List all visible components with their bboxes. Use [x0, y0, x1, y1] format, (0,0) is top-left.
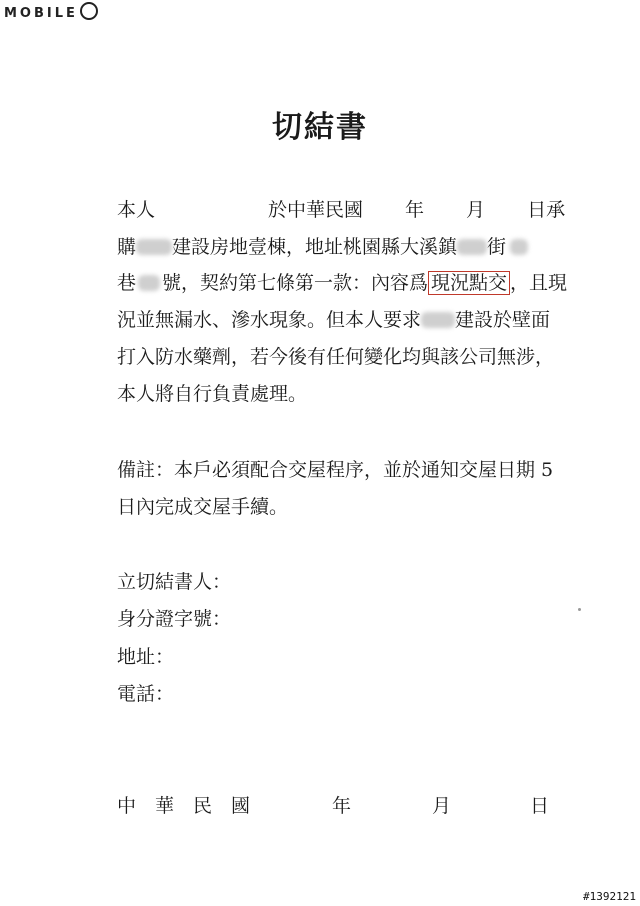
- body-text: 況並無漏水、滲水現象。但本人要求: [117, 309, 422, 331]
- date-era-label: 中 華 民 國: [117, 795, 251, 817]
- body-text: 於中華民國: [268, 199, 364, 221]
- date-year-label: 年: [332, 795, 352, 817]
- body-line-3: [117, 268, 567, 295]
- watermark-text: MOBILE: [4, 6, 78, 21]
- body-text: 年: [405, 199, 425, 221]
- body-text: 建設房地壹棟，地址桃園縣大溪鎮: [172, 236, 458, 258]
- body-line-5: 打入防水藥劑，若今後有任何變化均與該公司無涉，: [117, 346, 555, 368]
- address-label: 地址：: [117, 646, 175, 668]
- body-line-1: [117, 195, 565, 222]
- body-text: 號，契約第七條第一款：內容爲: [162, 272, 429, 294]
- watermark-logo-icon: [80, 2, 98, 20]
- highlighted-clause: 現況點交: [428, 271, 510, 295]
- note-line-1: 備註：本戶必須配合交屋程序，並於通知交屋日期 5: [117, 459, 554, 481]
- body-text: 建設於壁面: [455, 309, 551, 331]
- site-watermark: [4, 2, 98, 21]
- body-text: 月: [466, 199, 486, 221]
- phone-label: 電話：: [117, 683, 175, 705]
- body-line-6: 本人將自行負責處理。: [117, 383, 308, 405]
- note-line-2: 日內完成交屋手續。: [117, 496, 289, 518]
- id-number-label: 身分證字號：: [117, 608, 232, 630]
- body-line-4: [117, 305, 550, 332]
- body-text: 購: [117, 236, 137, 258]
- body-text: 本人: [117, 199, 156, 221]
- image-id-tag: #1392121: [583, 890, 636, 903]
- body-text: 日承: [527, 199, 566, 221]
- date-month-label: 月: [432, 795, 452, 817]
- date-day-label: 日: [530, 795, 550, 817]
- body-line-2: [117, 232, 528, 259]
- document-title: 切結書: [272, 110, 368, 145]
- redaction-blur: [421, 312, 455, 328]
- scan-speck: [578, 608, 581, 611]
- body-text: 街: [487, 236, 507, 258]
- body-text: 巷: [117, 272, 137, 294]
- redaction-blur: [457, 239, 487, 255]
- redaction-blur: [136, 239, 172, 255]
- body-text: ，且現: [510, 272, 568, 294]
- redaction-blur: [510, 239, 528, 255]
- redaction-blur: [138, 275, 160, 291]
- signer-label: 立切結書人：: [117, 571, 232, 593]
